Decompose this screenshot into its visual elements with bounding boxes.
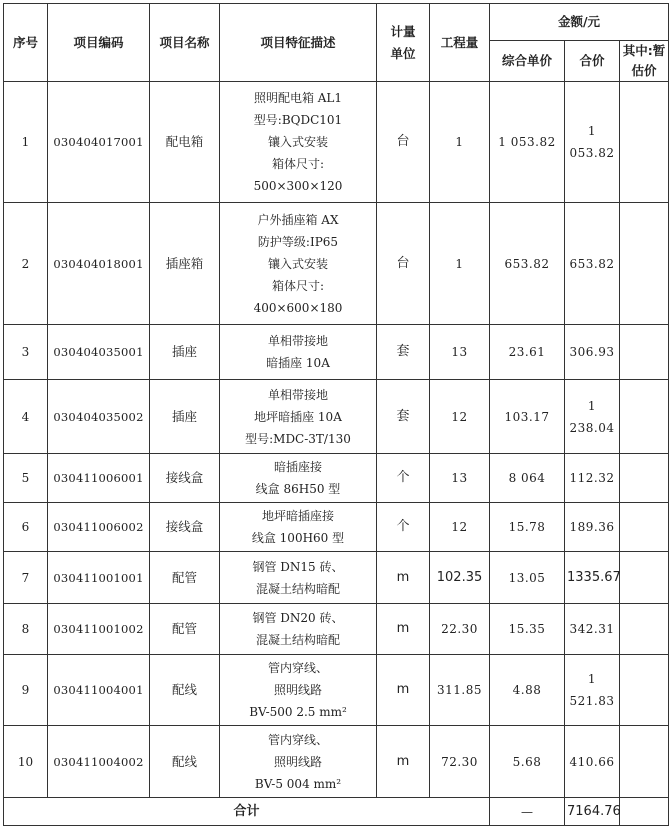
header-qty: 工程量 (430, 4, 490, 82)
row-unit: 台 (377, 203, 430, 325)
table-row (4, 325, 669, 380)
row-seq: 3 (4, 325, 48, 380)
header-amount: 金额/元 (490, 4, 669, 41)
row-code: 030411001001 (48, 552, 150, 604)
row-code: 030411004002 (48, 726, 150, 798)
row-code: 030404035002 (48, 380, 150, 454)
row-total-price: 1 053.82 (565, 82, 620, 203)
row-name: 插座 (150, 380, 220, 454)
row-unit-price: 23.61 (490, 325, 565, 380)
row-provisional (620, 203, 669, 325)
row-qty: 13 (430, 325, 490, 380)
row-total-price: 1 238.04 (565, 380, 620, 454)
row-total-price: 306.93 (565, 325, 620, 380)
row-name: 配线 (150, 726, 220, 798)
row-unit-price: 8 064 (490, 454, 565, 503)
row-unit-price: 4.88 (490, 655, 565, 726)
total-provisional (620, 798, 669, 826)
row-unit-price: 1 053.82 (490, 82, 565, 203)
total-label: 合计 (4, 798, 490, 826)
row-name: 接线盒 (150, 503, 220, 552)
row-name: 配管 (150, 604, 220, 655)
total-unit-price: — (490, 798, 565, 826)
row-total-price: 410.66 (565, 726, 620, 798)
row-name: 配管 (150, 552, 220, 604)
total-row (4, 798, 669, 826)
header-seq: 序号 (4, 4, 48, 82)
row-total-price: 342.31 (565, 604, 620, 655)
row-code: 030404035001 (48, 325, 150, 380)
row-qty: 102.35 (430, 552, 490, 604)
total-price: 7164.76 (565, 798, 620, 826)
header-unit-price: 综合单价 (490, 41, 565, 82)
row-unit: 套 (377, 380, 430, 454)
row-qty: 311.85 (430, 655, 490, 726)
row-desc: 暗插座接 线盒 86H50 型 (220, 454, 377, 503)
row-unit-price: 653.82 (490, 203, 565, 325)
row-seq: 10 (4, 726, 48, 798)
table-row (4, 503, 669, 552)
row-provisional (620, 325, 669, 380)
row-unit: m (377, 655, 430, 726)
table-row (4, 552, 669, 604)
row-total-price: 1335.67 (565, 552, 620, 604)
row-provisional (620, 655, 669, 726)
table-row (4, 82, 669, 203)
row-unit: 个 (377, 503, 430, 552)
row-seq: 6 (4, 503, 48, 552)
row-qty: 72.30 (430, 726, 490, 798)
row-name: 插座箱 (150, 203, 220, 325)
row-unit: m (377, 552, 430, 604)
row-code: 030411004001 (48, 655, 150, 726)
row-provisional (620, 726, 669, 798)
row-qty: 12 (430, 380, 490, 454)
table-row (4, 726, 669, 798)
row-name: 配线 (150, 655, 220, 726)
table-row (4, 655, 669, 726)
row-desc: 管内穿线、 照明线路 BV-500 2.5 mm² (220, 655, 377, 726)
row-desc: 照明配电箱 AL1 型号:BQDC101 镶入式安装 箱体尺寸: 500×300×120 (220, 82, 377, 203)
row-provisional (620, 82, 669, 203)
header-unit: 计量单位 (377, 4, 430, 82)
row-seq: 2 (4, 203, 48, 325)
row-desc: 地坪暗插座接 线盒 100H60 型 (220, 503, 377, 552)
row-desc: 单相带接地 地坪暗插座 10A 型号:MDC-3T/130 (220, 380, 377, 454)
row-qty: 12 (430, 503, 490, 552)
row-name: 配电箱 (150, 82, 220, 203)
row-qty: 22.30 (430, 604, 490, 655)
row-seq: 9 (4, 655, 48, 726)
row-code: 030411006002 (48, 503, 150, 552)
header-name: 项目名称 (150, 4, 220, 82)
row-code: 030404018001 (48, 203, 150, 325)
table-row (4, 380, 669, 454)
row-desc: 钢管 DN20 砖、 混凝土结构暗配 (220, 604, 377, 655)
row-desc: 管内穿线、 照明线路 BV-5 004 mm² (220, 726, 377, 798)
row-seq: 5 (4, 454, 48, 503)
row-unit-price: 5.68 (490, 726, 565, 798)
row-name: 接线盒 (150, 454, 220, 503)
row-qty: 1 (430, 82, 490, 203)
row-unit-price: 103.17 (490, 380, 565, 454)
row-unit-price: 15.35 (490, 604, 565, 655)
row-code: 030411001002 (48, 604, 150, 655)
row-provisional (620, 380, 669, 454)
row-desc: 户外插座箱 AX 防护等级:IP65 镶入式安装 箱体尺寸: 400×600×180 (220, 203, 377, 325)
row-qty: 13 (430, 454, 490, 503)
row-name: 插座 (150, 325, 220, 380)
row-seq: 4 (4, 380, 48, 454)
table-row (4, 454, 669, 503)
row-seq: 8 (4, 604, 48, 655)
header-total-price: 合价 (565, 41, 620, 82)
row-seq: 1 (4, 82, 48, 203)
row-total-price: 189.36 (565, 503, 620, 552)
row-unit-price: 15.78 (490, 503, 565, 552)
row-qty: 1 (430, 203, 490, 325)
row-provisional (620, 503, 669, 552)
row-provisional (620, 454, 669, 503)
row-total-price: 653.82 (565, 203, 620, 325)
row-seq: 7 (4, 552, 48, 604)
row-unit: m (377, 604, 430, 655)
row-code: 030404017001 (48, 82, 150, 203)
header-provisional: 其中:暂估价 (620, 41, 669, 82)
table-row (4, 604, 669, 655)
row-total-price: 112.32 (565, 454, 620, 503)
row-unit: 台 (377, 82, 430, 203)
row-unit: 个 (377, 454, 430, 503)
table-row (4, 203, 669, 325)
row-desc: 钢管 DN15 砖、 混凝土结构暗配 (220, 552, 377, 604)
row-unit-price: 13.05 (490, 552, 565, 604)
row-total-price: 1 521.83 (565, 655, 620, 726)
row-unit: 套 (377, 325, 430, 380)
header-desc: 项目特征描述 (220, 4, 377, 82)
row-provisional (620, 604, 669, 655)
bill-of-quantities-table (3, 3, 669, 826)
row-desc: 单相带接地 暗插座 10A (220, 325, 377, 380)
row-provisional (620, 552, 669, 604)
header-code: 项目编码 (48, 4, 150, 82)
row-unit: m (377, 726, 430, 798)
row-code: 030411006001 (48, 454, 150, 503)
